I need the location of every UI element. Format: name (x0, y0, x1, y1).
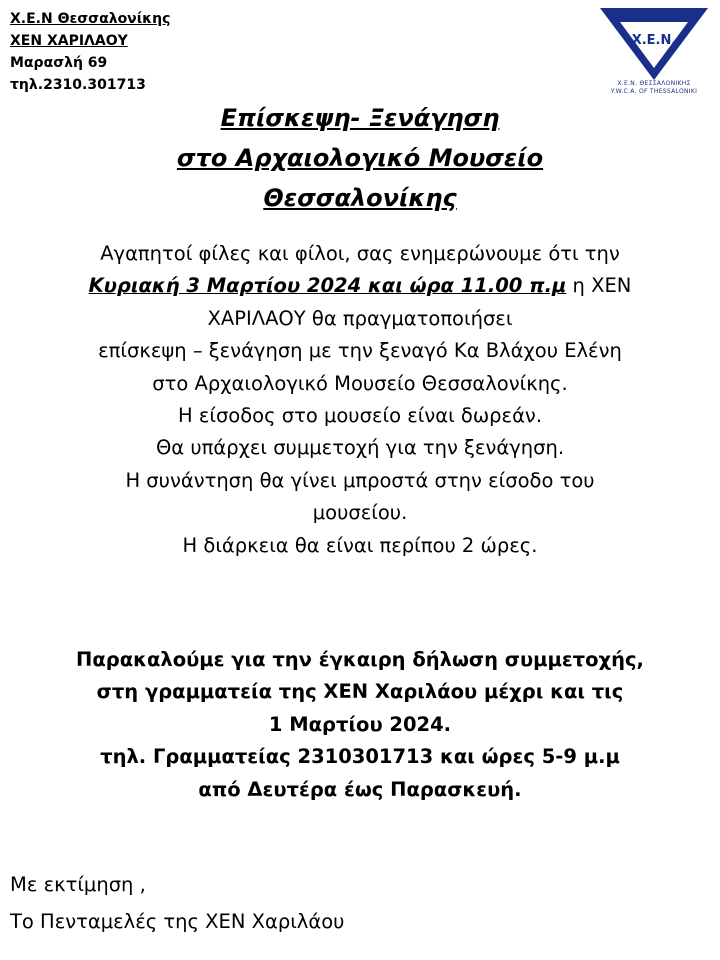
body-line: Θα υπάρχει συμμετοχή για την ξενάγηση. (155, 436, 565, 460)
title-line-2: στο Αρχαιολογικό Μουσείο (176, 144, 544, 172)
ywca-logo (598, 6, 710, 102)
closing-signature (10, 866, 344, 940)
body-line: ΧΑΡΙΛΑΟΥ θα πραγματοποιήσει (207, 306, 513, 330)
logo-mark-text: X.E.N. (631, 33, 677, 48)
sender-header (10, 8, 170, 96)
notice-phone: τηλ. Γραμματείας 2310301713 και ώρες 5-9 μ.μ (100, 745, 620, 769)
title-line-1: Επίσκεψη- Ξενάγηση (220, 104, 500, 132)
address: Μαρασλή 69 (10, 55, 108, 71)
phone: τηλ.2310.301713 (10, 77, 146, 93)
registration-notice (0, 644, 720, 806)
closing-salutation: Με εκτίμηση , (10, 873, 146, 896)
notice-days: από Δευτέρα έως Παρασκευή. (198, 777, 522, 801)
announcement-body (0, 238, 720, 562)
logo-caption-greek: Χ.Ε.Ν. ΘΕΣΣΑΛΟΝΙΚΗΣ (617, 80, 691, 87)
body-line: Αγαπητοί φίλες και φίλοι, σας ενημερώνουμε ότι την (100, 242, 620, 265)
logo-caption-english: Y.W.C.A. OF THESSALONIKI (610, 88, 698, 95)
body-line: Η είσοδος στο μουσείο είναι δωρεάν. (177, 404, 543, 428)
body-line: Η διάρκεια θα είναι περίπου 2 ώρες. (182, 533, 538, 557)
body-line: μουσείου. (312, 501, 408, 525)
event-date-time: Κυριακή 3 Μαρτίου 2024 και ώρα 11.00 π.μ (88, 274, 567, 298)
body-line-rest: η ΧΕΝ (566, 274, 632, 298)
ywca-triangle-icon (598, 6, 710, 82)
branch-name: ΧΕΝ ΧΑΡΙΛΑΟΥ (10, 33, 128, 49)
body-line: Η συνάντηση θα γίνει μπροστά στην είσοδο του (125, 468, 595, 492)
notice-line: Παρακαλούμε για την έγκαιρη δήλωση συμμετοχής, (76, 648, 644, 671)
title-line-3: Θεσσαλονίκης (263, 184, 457, 212)
notice-deadline: 1 Μαρτίου 2024. (268, 712, 452, 736)
body-line-date (0, 270, 720, 302)
body-line: επίσκεψη – ξενάγηση με την ξεναγό Κα Βλάχου Ελένη (98, 339, 622, 363)
notice-line: στη γραμματεία της ΧΕΝ Χαριλάου μέχρι και τις (96, 680, 624, 704)
organization-name: Χ.Ε.Ν Θεσσαλονίκης (10, 11, 171, 27)
document-title (0, 98, 720, 218)
signature: Το Πενταμελές της ΧΕΝ Χαριλάου (10, 910, 345, 933)
body-line: στο Αρχαιολογικό Μουσείο Θεσσαλονίκης. (152, 371, 568, 395)
logo-caption (598, 80, 710, 96)
